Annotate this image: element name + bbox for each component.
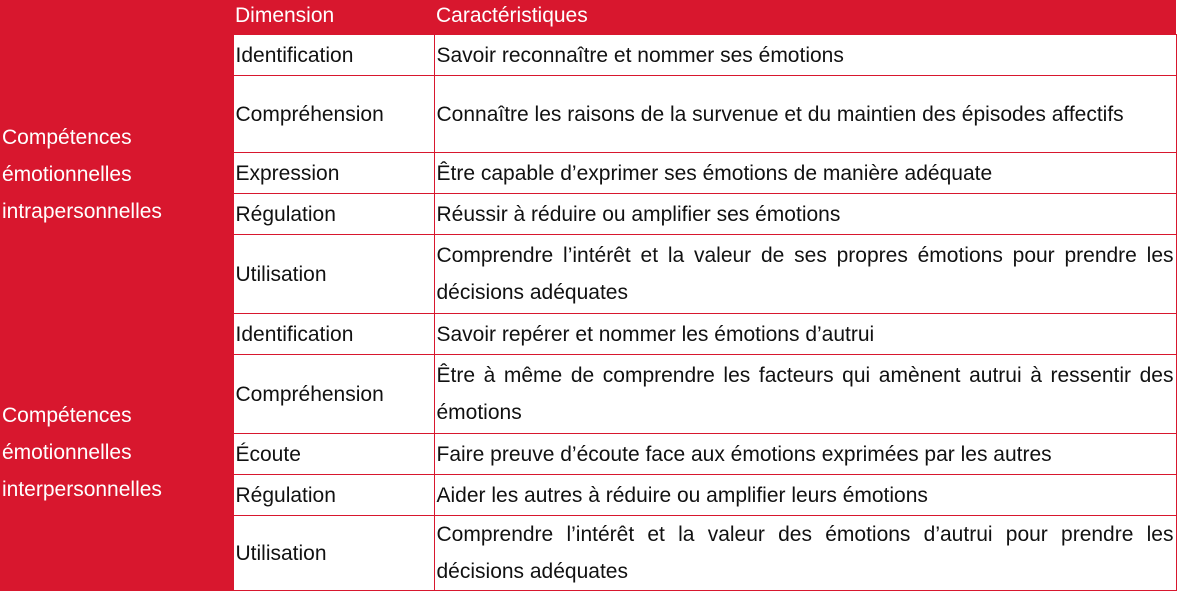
dimension-cell: Identification (233, 314, 434, 355)
dimension-cell: Régulation (233, 475, 434, 516)
header-row (0, 0, 1176, 35)
dimension-cell: Identification (233, 35, 434, 76)
characteristics-cell: Faire preuve d’écoute face aux émotions exprimées par les autres (434, 434, 1176, 475)
characteristics-cell: Connaître les raisons de la survenue et du maintien des épisodes affectifs (434, 76, 1176, 153)
header-group (0, 0, 233, 35)
dimension-cell: Expression (233, 153, 434, 194)
characteristics-cell: Aider les autres à réduire ou amplifier leurs émotions (434, 475, 1176, 516)
table-row (0, 314, 1176, 355)
table-body (0, 35, 1176, 591)
dimension-cell: Utilisation (233, 516, 434, 591)
table-header (0, 0, 1176, 35)
characteristics-cell: Savoir reconnaître et nommer ses émotions (434, 35, 1176, 76)
characteristics-cell: Être capable d’exprimer ses émotions de manière adéquate (434, 153, 1176, 194)
characteristics-cell: Comprendre l’intérêt et la valeur des émotions d’autrui pour prendre les décisions adéquates (434, 516, 1176, 591)
dimension-cell: Compréhension (233, 355, 434, 434)
table-row (0, 35, 1176, 76)
dimension-cell: Régulation (233, 194, 434, 235)
dimension-cell: Utilisation (233, 235, 434, 314)
characteristics-cell: Comprendre l’intérêt et la valeur de ses propres émotions pour prendre les décisions adéquates (434, 235, 1176, 314)
dimension-cell: Écoute (233, 434, 434, 475)
characteristics-cell: Être à même de comprendre les facteurs qui amènent autrui à ressentir des émotions (434, 355, 1176, 434)
group-label-intrapersonal: Compétences émotionnelles intrapersonnelles (0, 35, 233, 314)
dimension-cell: Compréhension (233, 76, 434, 153)
header-characteristics: Caractéristiques (434, 0, 1176, 35)
characteristics-cell: Savoir repérer et nommer les émotions d’autrui (434, 314, 1176, 355)
group-label-interpersonal: Compétences émotionnelles interpersonnelles (0, 314, 233, 591)
header-dimension: Dimension (233, 0, 434, 35)
characteristics-cell: Réussir à réduire ou amplifier ses émotions (434, 194, 1176, 235)
